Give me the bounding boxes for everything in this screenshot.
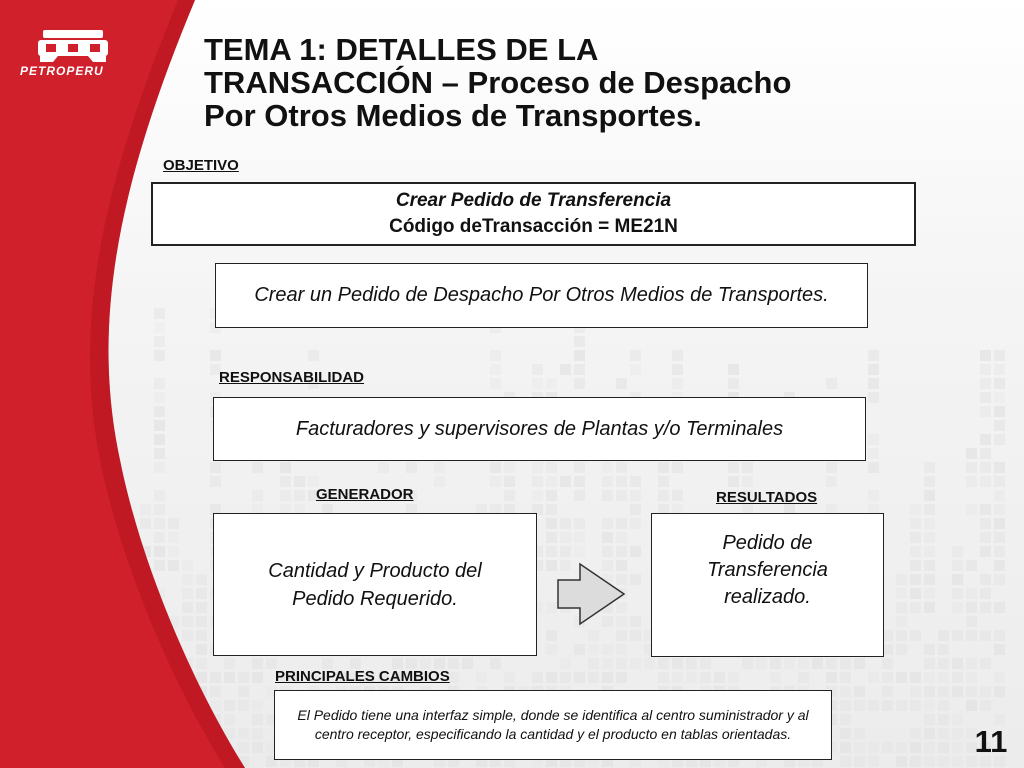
page-number: 11 — [974, 724, 1008, 759]
page-title — [204, 33, 924, 132]
resultados-box — [651, 513, 884, 657]
objetivo-description-box — [215, 263, 868, 328]
cambios-box — [274, 690, 832, 760]
objetivo-label: OBJETIVO — [163, 157, 239, 174]
objetivo-description: Crear un Pedido de Despacho Por Otros Medios de Transportes. — [254, 284, 829, 306]
generador-box — [213, 513, 537, 656]
resultados-label: RESULTADOS — [716, 489, 818, 506]
cambios-label: PRINCIPALES CAMBIOS — [275, 668, 450, 685]
title-line-2: TRANSACCIÓN – Proceso de Despacho — [204, 65, 792, 100]
logo-wordmark: PETROPERU — [20, 64, 104, 78]
objetivo-line-1: Crear Pedido de Transferencia — [395, 190, 672, 211]
responsabilidad-box — [213, 397, 866, 461]
objetivo-line-2: Código deTransacción = ME21N — [389, 216, 678, 237]
responsabilidad-text: Facturadores y supervisores de Plantas y/o Terminales — [295, 417, 784, 440]
generador-text: Cantidad y Producto del Pedido Requerido. — [268, 559, 482, 610]
resultados-text: Pedido de Transferencia realizado. — [707, 531, 828, 608]
title-line-3: Por Otros Medios de Transportes. — [204, 98, 702, 133]
objetivo-box — [151, 182, 916, 246]
title-line-1: TEMA 1: DETALLES DE LA — [204, 32, 599, 67]
flow-arrow-icon — [556, 562, 628, 626]
generador-label: GENERADOR — [316, 486, 414, 503]
responsabilidad-label: RESPONSABILIDAD — [219, 369, 365, 386]
cambios-text: El Pedido tiene una interfaz simple, donde se identifica al centro suministrador y al centro receptor, especificando la cantidad y el producto en tablas orientadas. — [297, 707, 809, 742]
